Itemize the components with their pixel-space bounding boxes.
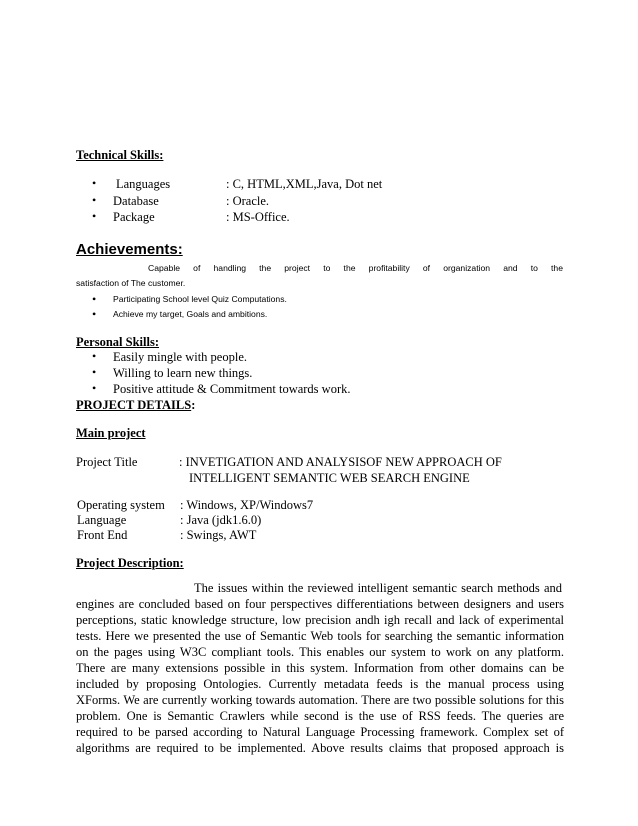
project-title-label: Project Title	[76, 455, 138, 469]
project-description-heading: Project Description:	[76, 556, 184, 570]
env-label: Language	[77, 513, 127, 527]
bullet-icon: •	[92, 209, 97, 223]
description-line: There are many extensions possible in this system. Information from other domains can be	[76, 661, 564, 675]
bullet-icon: •	[92, 176, 97, 190]
description-line: included by proposing Ontologies. Currently metadata feeds is the manual process using	[76, 677, 564, 691]
achievements-text-line: satisfaction of The customer.	[76, 278, 186, 288]
achievements-text-line: Capable of handling the project to the profitability of organization and to the	[148, 263, 563, 273]
project-title-value: : INVETIGATION AND ANALYSISOF NEW APPROACH OF	[179, 455, 502, 469]
description-line: tests. Here we presented the use of Semantic Web tools for searching the semantic information	[76, 629, 564, 643]
achievement-item: Achieve my target, Goals and ambitions.	[113, 309, 268, 319]
project-details-heading	[76, 398, 195, 413]
personal-skill-item: Positive attitude & Commitment towards work.	[113, 382, 351, 396]
description-line: XForms. We are currently working towards automation. There are two possible solutions for this	[76, 693, 564, 707]
skill-label: Database	[113, 194, 159, 208]
bullet-icon: •	[92, 292, 97, 306]
skill-value: : Oracle.	[226, 194, 270, 208]
skill-value: : MS-Office.	[226, 210, 290, 224]
project-title-value-cont: INTELLIGENT SEMANTIC WEB SEARCH ENGINE	[189, 471, 470, 485]
personal-skill-item: Willing to learn new things.	[113, 366, 253, 380]
achievements-heading: Achievements:	[76, 241, 183, 258]
env-label: Front End	[77, 528, 128, 542]
project-details-colon: :	[191, 398, 196, 412]
main-project-heading: Main project	[76, 426, 146, 440]
description-line: engines are concluded based on four perspectives differentiations between designers and users	[76, 597, 564, 611]
description-line: perceptions, static knowledge structure, low precision andh igh recall and lack of experimental	[76, 613, 564, 627]
skill-label: Package	[113, 210, 155, 224]
personal-skill-item: Easily mingle with people.	[113, 350, 248, 364]
description-line: problem. One is Semantic Crawlers while second is the use of RSS feeds. The queries are	[76, 709, 564, 723]
env-value: : Windows, XP/Windows7	[180, 498, 314, 512]
env-value: : Java (jdk1.6.0)	[180, 513, 262, 527]
env-value: : Swings, AWT	[180, 528, 257, 542]
bullet-icon: •	[92, 307, 97, 321]
bullet-icon: •	[92, 381, 97, 395]
technical-skills-heading: Technical Skills:	[76, 148, 164, 162]
bullet-icon: •	[92, 193, 97, 207]
description-line: required to be parsed according to Natural Language Processing framework. Complex set of	[76, 725, 564, 739]
personal-skills-heading: Personal Skills:	[76, 335, 159, 349]
description-line: on the pages using W3C compliant tools. This enables our system to work on any platform.	[76, 645, 564, 659]
skill-value: : C, HTML,XML,Java, Dot net	[226, 177, 383, 191]
project-details-title: PROJECT DETAILS	[76, 398, 192, 412]
description-line: algorithms are required to be implemented. Above results claims that proposed approach is	[76, 741, 564, 755]
bullet-icon: •	[92, 365, 97, 379]
env-label: Operating system	[77, 498, 165, 512]
bullet-icon: •	[92, 349, 97, 363]
achievement-item: Participating School level Quiz Computations.	[113, 294, 287, 304]
skill-label: Languages	[116, 177, 171, 191]
description-line: The issues within the reviewed intelligent semantic search methods and	[194, 581, 562, 595]
